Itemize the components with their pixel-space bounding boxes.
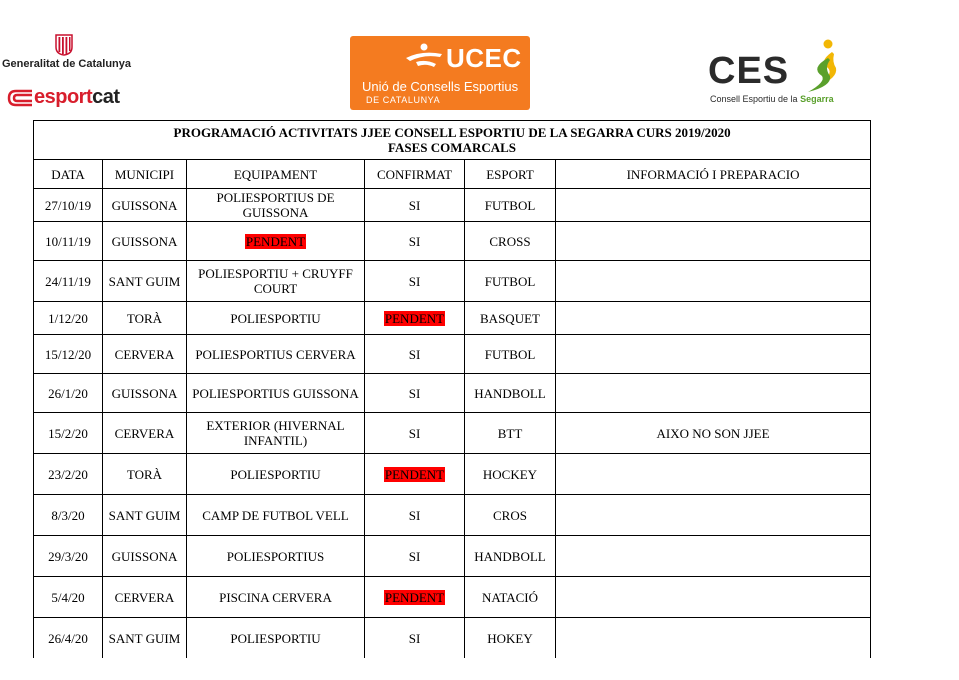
table-row [34,222,871,261]
cell-info [556,618,871,659]
cell-esport-text: NATACIÓ [481,589,538,605]
cell-equipament [187,495,365,536]
cell-equipament [187,335,365,374]
cell-esport [465,261,556,302]
cell-info [556,577,871,618]
cell-esport-text: HOKEY [487,630,533,646]
cell-esport [465,189,556,222]
esportcat-logo [6,86,136,110]
header-confirmat: CONFIRMAT [365,160,465,189]
cell-info [556,222,871,261]
cell-municipi [103,536,187,577]
table-row [34,302,871,335]
cell-municipi [103,413,187,454]
cell-esport-text: HANDBOLL [474,385,546,401]
cell-confirmat [365,577,465,618]
title-line-1: PROGRAMACIÓ ACTIVITATS JJEE CONSELL ESPORTIU DE LA SEGARRA CURS 2019/2020 [173,125,731,140]
cell-esport [465,454,556,495]
cell-data [34,536,103,577]
cell-data [34,374,103,413]
header-data: DATA [34,160,103,189]
cell-data-text: 23/2/20 [48,466,88,482]
cell-esport-text: FUTBOL [484,197,536,213]
cell-info [556,413,871,454]
cell-esport [465,413,556,454]
pending-badge: PENDENT [384,466,445,482]
cell-confirmat [365,302,465,335]
cell-municipi [103,495,187,536]
cell-equipament [187,189,365,222]
table-row [34,495,871,536]
ces-swoosh-icon [788,38,844,94]
cell-esport-text: CROS [493,507,527,523]
cell-municipi [103,335,187,374]
cell-confirmat [365,454,465,495]
cell-equipament-text: CAMP DE FUTBOL VELL [202,507,349,523]
programme-table [33,120,871,658]
cell-equipament-text: PISCINA CERVERA [219,589,332,605]
cell-municipi [103,454,187,495]
cell-confirmat [365,536,465,577]
cell-info [556,374,871,413]
table-row [34,189,871,222]
cell-municipi [103,577,187,618]
cell-municipi-text: GUISSONA [111,197,178,213]
cell-municipi-text: GUISSONA [111,233,178,249]
ucec-region: DE CATALUNYA [366,95,441,105]
cell-esport-text: FUTBOL [484,346,536,362]
cell-esport [465,302,556,335]
cell-esport-text: HOCKEY [482,466,538,482]
ces-subtitle-text: Consell Esportiu de la [710,94,798,104]
ces-subtitle-bold: Segarra [800,94,834,104]
cell-municipi-text: SANT GUIM [108,630,181,646]
cell-data [34,222,103,261]
header-row [34,160,871,189]
ces-logo [706,38,846,110]
cell-equipament [187,302,365,335]
cell-equipament-text: EXTERIOR (HIVERNAL INFANTIL) [206,418,345,448]
cell-equipament [187,222,365,261]
cell-confirmat-text: SI [408,233,421,249]
cell-data-text: 8/3/20 [51,507,85,523]
cell-data-text: 5/4/20 [51,589,85,605]
pending-badge: PENDENT [384,310,445,326]
table-row [34,536,871,577]
cell-data-text: 29/3/20 [48,548,88,564]
table-row [34,454,871,495]
cell-municipi-text: CERVERA [114,425,175,441]
cell-municipi-text: TORÀ [126,310,163,326]
table-row [34,261,871,302]
cell-equipament [187,618,365,659]
runner-figure-icon [402,42,446,72]
cell-info [556,335,871,374]
cell-data-text: 10/11/19 [45,233,91,249]
cell-info [556,536,871,577]
ucec-logo [350,36,530,110]
table-row [34,374,871,413]
cell-confirmat-text: SI [408,425,421,441]
cell-info [556,261,871,302]
header-informacio: INFORMACIÓ I PREPARACIO [556,160,871,189]
cell-municipi [103,302,187,335]
cell-confirmat-text: SI [408,273,421,289]
header-municipi: MUNICIPI [103,160,187,189]
cell-municipi [103,618,187,659]
cell-esport [465,536,556,577]
esportcat-prefix: esport [34,86,93,108]
cell-esport [465,374,556,413]
table-row [34,618,871,659]
ucec-full-name: Unió de Consells Esportius [362,79,519,94]
cell-esport-text: FUTBOL [484,273,536,289]
cell-data [34,454,103,495]
cell-data-text: 24/11/19 [45,273,91,289]
cell-info [556,495,871,536]
cell-data [34,618,103,659]
cell-data [34,261,103,302]
cell-municipi [103,189,187,222]
cell-info [556,454,871,495]
cell-data [34,302,103,335]
catalan-crest-icon [54,34,74,56]
title-row [34,121,871,160]
cell-equipament-text: POLIESPORTIUS GUISSONA [192,385,359,401]
cell-esport-text: HANDBOLL [474,548,546,564]
cell-municipi-text: TORÀ [126,466,163,482]
table-row [34,413,871,454]
table-title [34,121,871,160]
cell-esport [465,222,556,261]
cell-equipament-text: POLIESPORTIUS [226,548,325,564]
cell-confirmat-text: SI [408,548,421,564]
cell-esport-text: CROSS [489,233,531,249]
cell-municipi [103,261,187,302]
generalitat-text: Generalitat de Catalunya [2,58,131,70]
ucec-short-name: UCEC [446,43,522,73]
cell-data-text: 15/12/20 [44,346,92,362]
cell-confirmat-text: SI [408,197,421,213]
cell-data [34,577,103,618]
cell-confirmat [365,189,465,222]
cell-equipament [187,536,365,577]
cell-equipament [187,413,365,454]
cell-equipament-text: POLIESPORTIU [230,466,321,482]
cell-data-text: 15/2/20 [48,425,88,441]
cell-municipi-text: SANT GUIM [108,507,181,523]
cell-data [34,335,103,374]
cell-confirmat [365,222,465,261]
header-equipament: EQUIPAMENT [187,160,365,189]
cell-equipament-text: POLIESPORTIUS CERVERA [195,346,356,362]
cell-confirmat [365,261,465,302]
cell-municipi [103,374,187,413]
cell-equipament-text: POLIESPORTIU [230,310,321,326]
pending-badge: PENDENT [384,589,445,605]
cell-confirmat [365,413,465,454]
cell-equipament [187,577,365,618]
table-body [34,189,871,659]
cell-municipi [103,222,187,261]
cell-equipament [187,454,365,495]
cell-municipi-text: CERVERA [114,589,175,605]
cell-municipi-text: GUISSONA [111,385,178,401]
cell-esport-text: BASQUET [480,310,540,326]
cell-esport [465,618,556,659]
cell-data-text: 26/1/20 [48,385,88,401]
cell-data-text: 27/10/19 [44,197,92,213]
cell-confirmat [365,335,465,374]
cell-info [556,189,871,222]
cell-municipi-text: SANT GUIM [108,273,181,289]
table-row [34,577,871,618]
cell-esport-text: BTT [497,425,523,441]
cell-data-text: 26/4/20 [48,630,88,646]
esportcat-suffix: cat [92,86,120,108]
cell-equipament-text: POLIESPORTIU + CRUYFF COURT [198,266,353,296]
cell-municipi-text: CERVERA [114,346,175,362]
esportcat-mark-icon [6,88,36,108]
cell-data [34,189,103,222]
cell-data-text: 1/12/20 [48,310,88,326]
cell-confirmat-text: SI [408,507,421,523]
cell-confirmat-text: SI [408,346,421,362]
cell-confirmat-text: SI [408,630,421,646]
cell-esport [465,495,556,536]
cell-equipament-text: POLIESPORTIU [230,630,321,646]
cell-municipi-text: GUISSONA [111,548,178,564]
esportcat-wordmark [34,86,120,109]
cell-confirmat-text: SI [408,385,421,401]
cell-equipament [187,261,365,302]
cell-info-text: AIXO NO SON JJEE [656,425,770,441]
cell-data [34,413,103,454]
cell-confirmat [365,495,465,536]
cell-esport [465,335,556,374]
header-esport: ESPORT [465,160,556,189]
ces-letters: CES [708,50,790,92]
cell-data [34,495,103,536]
cell-equipament-text: POLIESPORTIUS DE GUISSONA [216,190,335,220]
ces-subtitle [710,94,834,104]
cell-equipament [187,374,365,413]
cell-info [556,302,871,335]
cell-esport [465,577,556,618]
cell-confirmat [365,618,465,659]
pending-badge: PENDENT [245,233,306,249]
cell-confirmat [365,374,465,413]
table-row [34,335,871,374]
title-line-2: FASES COMARCALS [388,140,517,155]
